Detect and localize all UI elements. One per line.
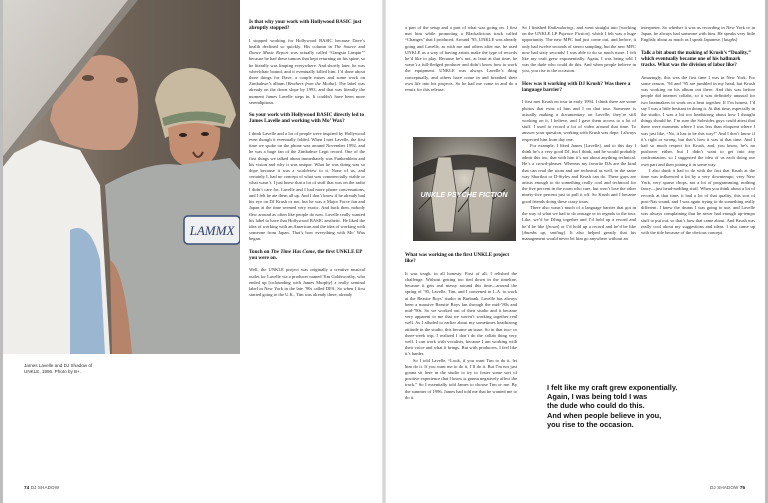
- text-column-4: [641, 25, 755, 236]
- question-heading: Touch on The Time Has Come, the first UNKLE EP you were on.: [249, 248, 363, 261]
- right-page-folio: DJ SHADOW 75: [710, 485, 746, 490]
- answer-paragraph: It was tough, in all honesty. First of all, I relished the challenge. Without getting too tied down in the timeline, because it gets real messy around this time—around the spring of ’95, Lavelle, Tim, and I convened in L.A. to work at the Beastie Boys’ studio in Burbank. Lavelle has always been a massive Beastie Boys fan through the mid-’80s and mid-’90s. So we worked out of their studio and it became very apparent to me that we weren’t working together real well. As I alluded to earlier about my sometimes headstrong attitude in the studio, this became an issue. So in that two- or three-week trip, I realized I don’t do the collab thing very well. I can work with vocalists, because I am working with their voice and what it brings. But with producers, I feel like it’s harder.: [405, 270, 517, 357]
- answer-paragraph: So I finished Endtroducing.. and went straight into [working on the UNKLE LP Psyence Fiction], which I felt was a huge opportunity. The new MPC had just come out, and before, it only had twelve seconds of stereo sampling, but the new MPC now had sixty seconds! I was able to do so much more. I felt like my craft grew exponentially. Again, I was being told I was the dude who could do this. And when people believe in you, you rise to the occasion.: [522, 25, 636, 74]
- answer-paragraph: I first met Krush on tour in early 1994. I think there are some photos that exist of him and I on that tour. Someone is actually making a documentary on Lavelle; they’re still working on it, I believe, and I gave them access to a lot of stuff. I used to record a lot of video around that time. To answer your question, working with Krush was dope. I always respected him from day one.: [522, 99, 636, 142]
- answer-paragraph: For example, I liked James [Lavelle], and to this day I think he’s a very good DJ, but I think, and he would probably admit this too, that with him it’s not about anything technical. He’s a crowd-pleaser. Whereas my favorite DJs are the kind that can read the room and are technical as well, in the same way Shortkut or D-Styles and Krush can do. These guys are artists enough to do something really cool and technical for the five percent in the room who care, but won’t lose the other ninety-five percent just to pull it off. So Krush and I became good friends doing these crazy tours.: [522, 142, 636, 204]
- question-heading: What was working on the first UNKLE project like?: [405, 252, 510, 265]
- text-column-2-lower: [405, 252, 517, 401]
- question-heading: So your work with Hollywood BASIC directly led to James Lavelle and working with Mo’ Wax?: [249, 112, 365, 125]
- shirt-logo-text: LAMMX: [189, 223, 235, 238]
- answer-paragraph: Amazingly, this was the first time I was in New York. For some reason, ’94 and ’95 are jumbled in my head, but Krush was working on his album out there. And this was before people did internet collabs, so it was definitely unusual for two beatmakers to work on a beat together. If I’m honest, I’d say I was a little hesitant in doing it. At that time, especially in the studio, I was a bit too headstrong about how I thought things should be. I’m sure the Solesides guys could attest that there were moments where I was less than eloquent where I was just like, “No, it has to be this way!” And I don’t know if it’s right or wrong, but that’s how it was at that time. And I had so much respect for Krush, and, you know, he’s no pushover either, but I didn’t want to get into any confrontation, so I suggested the idea of us each doing our own part and then joining it in some way.: [641, 74, 755, 167]
- answer-paragraph: I also think it had to do with the fact that Krush at the time was influenced a lot by a very downtempo, very New York, very sparse chops, not a lot of programming, nothing fancy—just head-nodding stuff. When you think about a lot of records at that time, it had a lot of that quality, this sort of post-Nas sound, and I was again trying to do something really different. I knew the drums I was going to use, and Lavelle was always complaining that he never had enough up-tempo stuff to put out, so that’s how that came about. And Krush was really cool about my suggestions and ideas. I also came up with the title because of the obvious concept.: [641, 167, 755, 235]
- question-heading: Is that why your work with Hollywood BASIC just abruptly stopped?: [249, 19, 362, 32]
- answer-paragraph: I stopped working for Hollywood BASIC because Dave’s health declined so quickly. His column in The Source and Dance Music Report was actually called “Gangsta Limpin’” because he had these tumors that kept returning on his spine, so he literally was limping everywhere. And shortly later, he was wheelchair bound, and it eventually killed him. I’d done about three things for Dave, a couple mixes and some work on Zimbabwe’s album [Brothers from the Motha]. The label was already on the down slope by 1993, and that was literally the moment James Lavelle steps in. It couldn’t have been more serendipitous.: [249, 37, 365, 105]
- album-cover-psyence-fiction: [413, 137, 516, 241]
- left-edge: [0, 0, 3, 503]
- answer-paragraph: There also wasn’t much of a language barrier that got in the way of what we had to do onstage or in regards to the tour. Like, we’d be DJing together and I’d hold up a record and he’d be like [frown] or I’d hold up a record and he’d be like [thumbs up, smiling]. It also helped greatly that his management would never let him go anywhere without an: [522, 204, 636, 241]
- pull-quote-line: you rise to the occasion.: [547, 419, 634, 429]
- right-man-eye: [201, 132, 209, 136]
- text-column-2: [405, 25, 517, 93]
- pull-quote-line: I felt like my craft grew exponentially.: [547, 383, 678, 392]
- album-cover-title: UNKLE PSYCHE FICTION: [420, 190, 508, 199]
- question-heading: Talk a bit about the making of Krush’s “Duality,” which eventually became one of his hallmark tracks. What was the division of labor like?: [641, 49, 751, 69]
- album-cover-illustration: [413, 137, 516, 241]
- photo-illustration: [0, 0, 240, 354]
- answer-paragraph: Well, the UNKLE project was originally a creative musical outlet for Lavelle via a producer named Tim Goldsworthy, who ended up [cofounding with James Murphy] a really seminal label in New York in the late ’90s called DFA. So when I first started going to the U.K., Tim was already there, already: [249, 267, 365, 298]
- pull-quote-line: And when people believe in you,: [547, 410, 662, 420]
- left-page: [0, 0, 383, 503]
- text-column-3: [522, 25, 636, 242]
- pull-quote-line: Again, I was being told I was: [547, 392, 648, 402]
- photo-lavelle-and-shadow: [0, 0, 240, 354]
- left-man-eye: [82, 75, 94, 81]
- left-page-folio: 74 DJ SHADOW: [24, 485, 60, 490]
- answer-paragraph: So I told Lavelle, “Look, if you want Tim to do it, let him do it. If you want me to do it, I’ll do it. But I’m not just gonna sit here in the studio to try to foster some sort of positive experience that I know is gonna negatively affect the track.” So I essentially told James to choose Tim or me. By the summer of 1996, James had told me that he wanted me to do it.: [405, 357, 517, 400]
- answer-paragraph: interpreter. So whether it was us recording in New York or in Japan, he always had someone with him. He speaks very little English; about as much as I speak Japanese. [laughs]: [641, 25, 755, 43]
- pull-quote-line: the dude who could do this.: [547, 401, 645, 411]
- photo-caption: James Lavelle and DJ Shadow of UNKLE, 1996. Photo by B+.: [24, 363, 93, 374]
- answer-paragraph: a part of the setup and a part of what was going on. I first met him while promoting a Blackalicious track called “Changes” that I produced. Around ’95, UNKLE was already going and Lavelle, as with me and others after me, he used UNKLE as a way of having artists make the type of records he’d like to play. Because he’s not, at least at that time, he wasn’t a full-fledged producer and didn’t know how to work the equipment. UNKLE was always Lavelle’s thing conceptually, and others have come in and breathed their own life into his projects. So he had me come in and do a remix for this release.: [405, 25, 517, 93]
- right-man-eye: [179, 133, 187, 137]
- left-man-eye: [116, 77, 128, 83]
- question-heading: How was it working with DJ Krush? Was there a language barrier?: [522, 80, 631, 94]
- pull-quote: [547, 383, 757, 429]
- text-column-1: [249, 19, 365, 298]
- answer-paragraph: I think Lavelle and a lot of people were inspired by Hollywood even though it eventually folded. When I met Lavelle, the first time we spoke on the phone was around November 1992, and he was a huge fan of the Zimbabwe Legit record. One of the first things we talked about immediately was Funkenklein and his vision and why it was unique. What he was doing was so dope because it was a worldview to it. None of us, and certainly I, had no concept of what was commercially viable or what wasn’t. I just knew that a lot of stuff that was on the radio I didn’t care for. Lavelle and I had more phone conversations, and I felt he ate them all up. And I don’t know if he already had his eye on DJ Krush or not, but he was a Major Force fan and Japan at the time seemed very exotic. And back then, nobody flew around as often like people do now. Lavelle really wanted his label to have that Hollywood BASIC aesthetic. He liked the idea of working with an American and the idea of working with someone from Japan. That’s how everything with Mo’ Wax began.: [249, 130, 365, 242]
